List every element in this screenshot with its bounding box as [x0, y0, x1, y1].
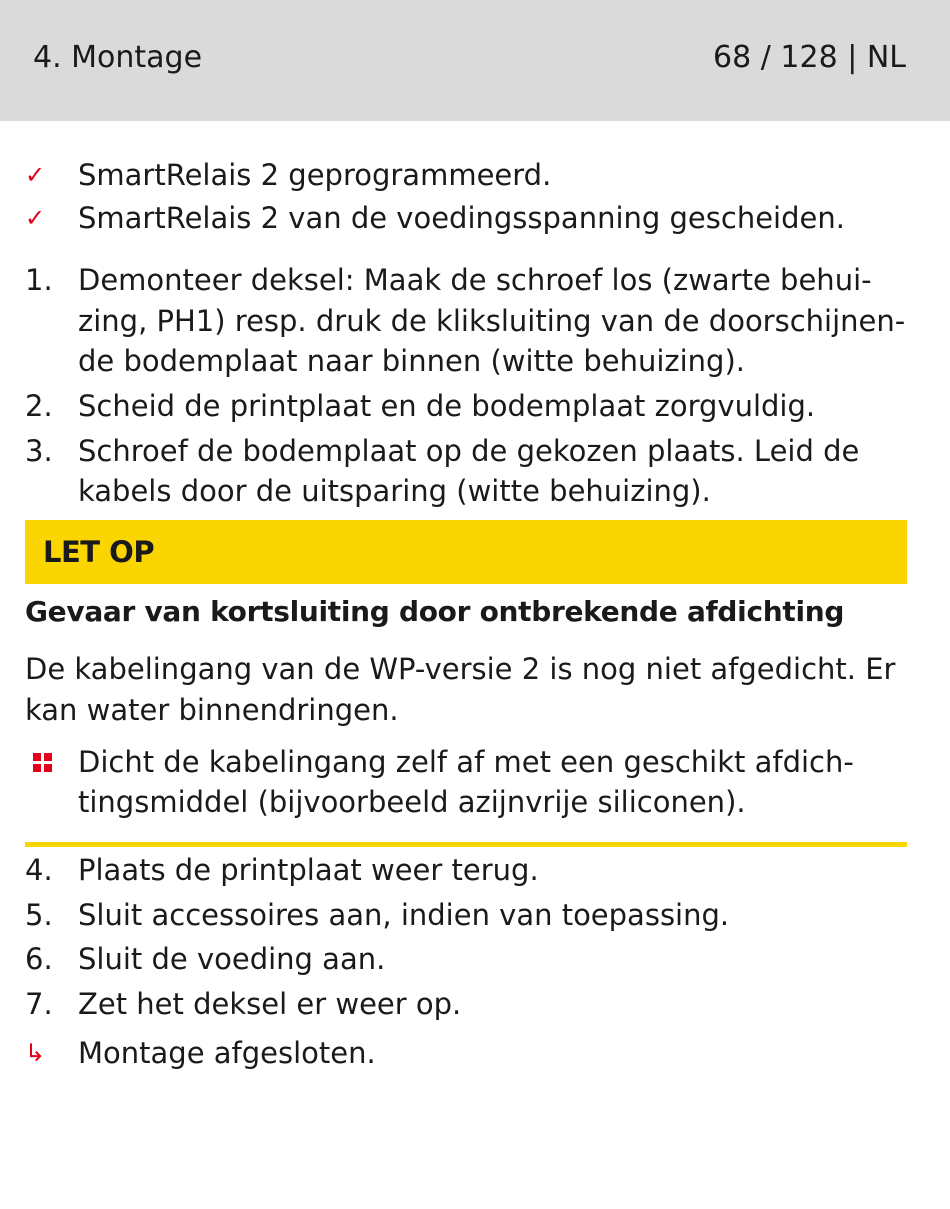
result-arrow-icon: ↳: [25, 1039, 46, 1067]
step-number: 1.: [25, 263, 53, 297]
checkmark-icon: ✓: [25, 161, 46, 189]
step-number: 3.: [25, 434, 53, 468]
warning-body-line: kan water binnendringen.: [25, 693, 399, 727]
step-number: 2.: [25, 389, 53, 423]
warning-label: LET OP: [43, 535, 155, 569]
warning-heading: Gevaar van kortsluiting door ontbrekende afdichting: [25, 595, 845, 628]
warning-banner: [25, 520, 907, 584]
section-title: 4. Montage: [33, 40, 203, 75]
page-header: [0, 0, 950, 121]
warning-body-line: De kabelingang van de WP-versie 2 is nog niet afgedicht. Er: [25, 652, 896, 686]
step-number: 7.: [25, 987, 53, 1021]
warning-end-divider: [25, 842, 907, 847]
page-number: 68 / 128 | NL: [713, 40, 906, 75]
step-number: 4.: [25, 853, 53, 887]
checkmark-icon: ✓: [25, 204, 46, 232]
action-squares-icon: [33, 753, 53, 773]
step-number: 5.: [25, 898, 53, 932]
step-number: 6.: [25, 942, 53, 976]
